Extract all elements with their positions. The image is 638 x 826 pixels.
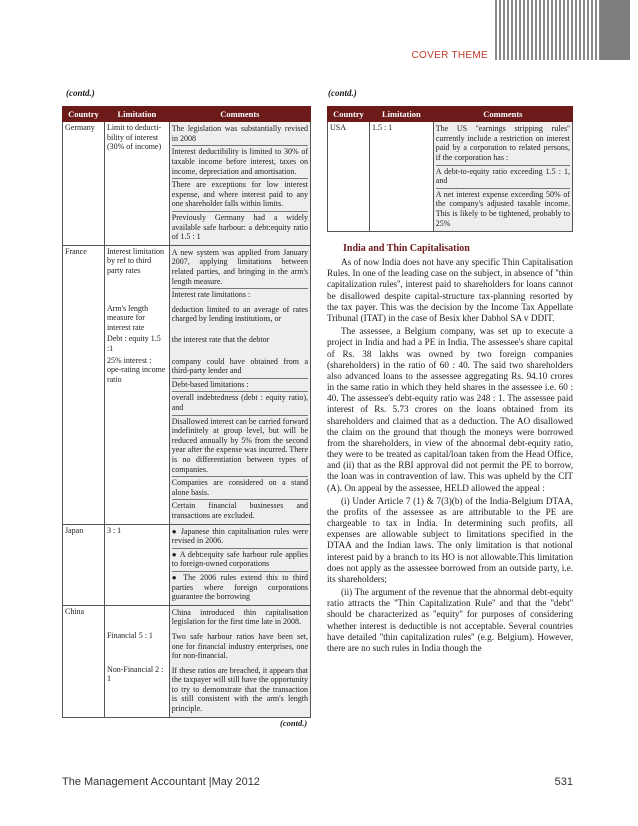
cell-comments	[169, 605, 310, 630]
comment-line: Disallowed interest can be carried forward indefinitely at group level, but will be reduced annually by 5% from the second year after the expense was incurred. There is no differentiation between types of companies.	[172, 416, 308, 478]
comment-line: company could have obtained from a third-party lender and	[172, 356, 308, 379]
cell-country: China	[63, 605, 105, 630]
right-contd-label: (contd.)	[328, 88, 357, 98]
comment-line: The US ''earnings stripping rules'' currently include a restriction on interest paid by a corporation to related persons, if the corporation has :	[436, 123, 570, 165]
header-country: Country	[63, 107, 105, 122]
cell-comments	[169, 303, 310, 334]
comment-line: overall indebtedness (debt : equity ratio), and	[172, 392, 308, 415]
table-header-row	[63, 107, 311, 122]
table-row	[63, 664, 311, 717]
footer-page-number: 531	[554, 776, 573, 788]
comment-line: deduction limited to an average of rates charged by lending institutions, or	[171, 304, 308, 324]
header-limitation: Limitation	[369, 107, 433, 122]
table-row	[328, 122, 573, 232]
cell-comments	[433, 122, 572, 232]
cell-comments	[169, 664, 310, 717]
table-row	[63, 524, 311, 605]
left-thin-cap-table	[62, 106, 311, 718]
cell-limitation: 3 : 1	[104, 524, 169, 605]
table-header-row	[328, 107, 573, 122]
cell-country: Japan	[63, 524, 105, 605]
header-limitation: Limitation	[104, 107, 169, 122]
table-row	[63, 122, 311, 246]
article-paragraph: As of now India does not have any specific Thin Capitalisation Rules. In one of the leading case on the subject, in absence of ''thin capitalization rules'', interest paid to shareholders for loans cannot be disallowed despite capital-structure tax-planning resorted by the tax payer. This was the decision by the Income Tax Appellate Tribunal (ITAT) in the case of Besix kher Dabhol SA v DDIT.	[327, 257, 573, 323]
comment-line: Interest deductibility is limited to 30% of taxable income before interest, taxes on income, depreciation and amortisation.	[172, 146, 308, 179]
article-body	[327, 243, 573, 656]
table-row	[63, 303, 311, 334]
comment-line: If these ratios are breached, it appears that the taxpayer will still have the opportunity to try to demonstrate that the transaction is still consistent with the arm's length principle.	[171, 665, 308, 714]
comment-line: Two safe harbour ratios have been set, one for financial industry enterprises, one for non-financial.	[171, 631, 308, 661]
cell-country	[63, 303, 105, 334]
cell-limitation	[104, 605, 169, 630]
comment-line: A new system was applied from January 2007, applying limitations between related parties, and bringing in the arm's length measure.	[172, 247, 308, 289]
section-label: COVER THEME	[411, 50, 488, 61]
table-row	[63, 630, 311, 664]
right-thin-cap-table	[327, 106, 573, 232]
left-contd-label: (contd.)	[66, 88, 95, 98]
table-row	[63, 605, 311, 630]
cell-comments	[169, 355, 310, 524]
comment-line: There are exceptions for low interest expense, and where interest paid to any one shareholder falls within limits.	[172, 179, 308, 212]
cell-country	[63, 355, 105, 524]
cell-comments	[169, 122, 310, 246]
cell-limitation: Non-Financial 2 : 1	[104, 664, 169, 717]
header-country: Country	[328, 107, 370, 122]
cell-limitation: 1.5 : 1	[369, 122, 433, 232]
cell-limitation: Arm's length measure for interest rate	[104, 303, 169, 334]
comment-line: Previously Germany had a widely available safe harbour: a debt:equity ratio of 1.5 : 1	[171, 212, 308, 242]
cell-country	[63, 333, 105, 354]
comment-line: The legislation was substantially revised in 2008	[172, 123, 308, 146]
cell-comments	[169, 524, 310, 605]
cell-limitation: Debt : equity 1.5 :1	[104, 333, 169, 354]
cell-comments	[169, 630, 310, 664]
comment-line: ● Japanese thin capitalisation rules were revised in 2006.	[172, 526, 308, 549]
cell-limitation: Financial 5 : 1	[104, 630, 169, 664]
comment-line: the interest rate that the debtor	[171, 335, 270, 345]
table-row	[63, 355, 311, 524]
article-paragraph: The assessee, a Belgium company, was set up to execute a project in India and had a PE in India. The assessee's share capital of Rs. 38 lakhs was owned by two foreign companies (shareholders) in the ratio of 60 : 40. The said two shareholders also advanced loans to the assessee aggregating Rs. 94.10 crores in the same ratio in which they held shares in the assessee i.e. 60 : 40. The assessee's debt-equity ratio was 248 : 1. The assessee paid interest of Rs. 5.73 crores on the loans obtained from its shareholders and claimed that as a deduction. The AO disallowed the claim on the ground that though the moneys were borrowed from the shareholders, in view of the abnormal debt-equity ratio, they were to be treated as capital/loan taken from the Head Office, and (ii) that as the RBI approval did not permit the PE to borrow, the loan was in contravention of law. This was upheld by the CIT (A). On appeal by the assessee, HELD allowed the appeal :	[327, 326, 573, 493]
contd-bottom-label: (contd.)	[280, 718, 308, 728]
cell-country: Germany	[63, 122, 105, 246]
footer-publication: The Management Accountant |May 2012	[62, 776, 260, 788]
comment-line: Companies are considered on a stand alone basis.	[172, 477, 308, 500]
article-paragraph: (i) Under Article 7 (1) & 7(3)(b) of the India-Belgium DTAA, the profits of the assessee as are attributable to the PE are chargeable to tax in India. In determining such profits, all expenses are allowable subject to limitations specified in the DTAA and the Indian laws. The only limitation is that notional interest paid by a branch to its HO is not allowable.This limitation does not apply as the assessee borrowed from an outside party, i.e. its shareholders;	[327, 495, 573, 584]
comment-line: A net interest expense exceeding 50% of the company's adjusted taxable income. This is likely to be tightened, probably to 25%	[435, 189, 570, 228]
comment-line: ● The 2006 rules extend this to third parties where foreign corporations guarantee the borrowing	[171, 572, 308, 602]
page-footer	[62, 776, 573, 788]
comment-line: Certain financial businesses and transactions are excluded.	[171, 501, 308, 520]
comment-line: Debt-based limitations :	[172, 379, 308, 393]
comment-line: A debt-to-equity ratio exceeding 1.5 : 1, and	[436, 166, 570, 189]
cell-country	[63, 630, 105, 664]
cell-country: France	[63, 245, 105, 302]
cell-country	[63, 664, 105, 717]
article-heading: India and Thin Capitalisation	[343, 243, 470, 254]
cell-comments	[169, 245, 310, 302]
cell-limitation: 25% interest : ope-rating income ratio	[104, 355, 169, 524]
table-row	[63, 245, 311, 302]
cell-comments	[169, 333, 310, 354]
cell-limitation: Limit to deducti-bility of interest (30% of income)	[104, 122, 169, 246]
header-comments: Comments	[433, 107, 572, 122]
comment-line: ● A debt:equity safe harbour rule applies to foreign-owned corporations	[172, 549, 308, 572]
header-decoration-bars	[495, 0, 630, 60]
comment-line: Interest rate limitations :	[171, 290, 251, 300]
cell-country: USA	[328, 122, 370, 232]
cell-limitation: Interest limitation by ref to third party rates	[104, 245, 169, 302]
article-paragraph: (ii) The argument of the revenue that the abnormal debt-equity ratio attracts the ''Thin Capitalization Rule'' and that the ''debt'' should be characterized as ''equity'' for purposes of considering whether interest is deductible is not acceptable. Several countries have detailed ''thin capitalization rules'' (e.g. Belgium). However, there are no such rules in India though the	[327, 587, 573, 653]
table-row	[63, 333, 311, 354]
header-comments: Comments	[169, 107, 310, 122]
comment-line: China introduced thin capitalisation legislation for the first time late in 2008.	[171, 607, 308, 627]
